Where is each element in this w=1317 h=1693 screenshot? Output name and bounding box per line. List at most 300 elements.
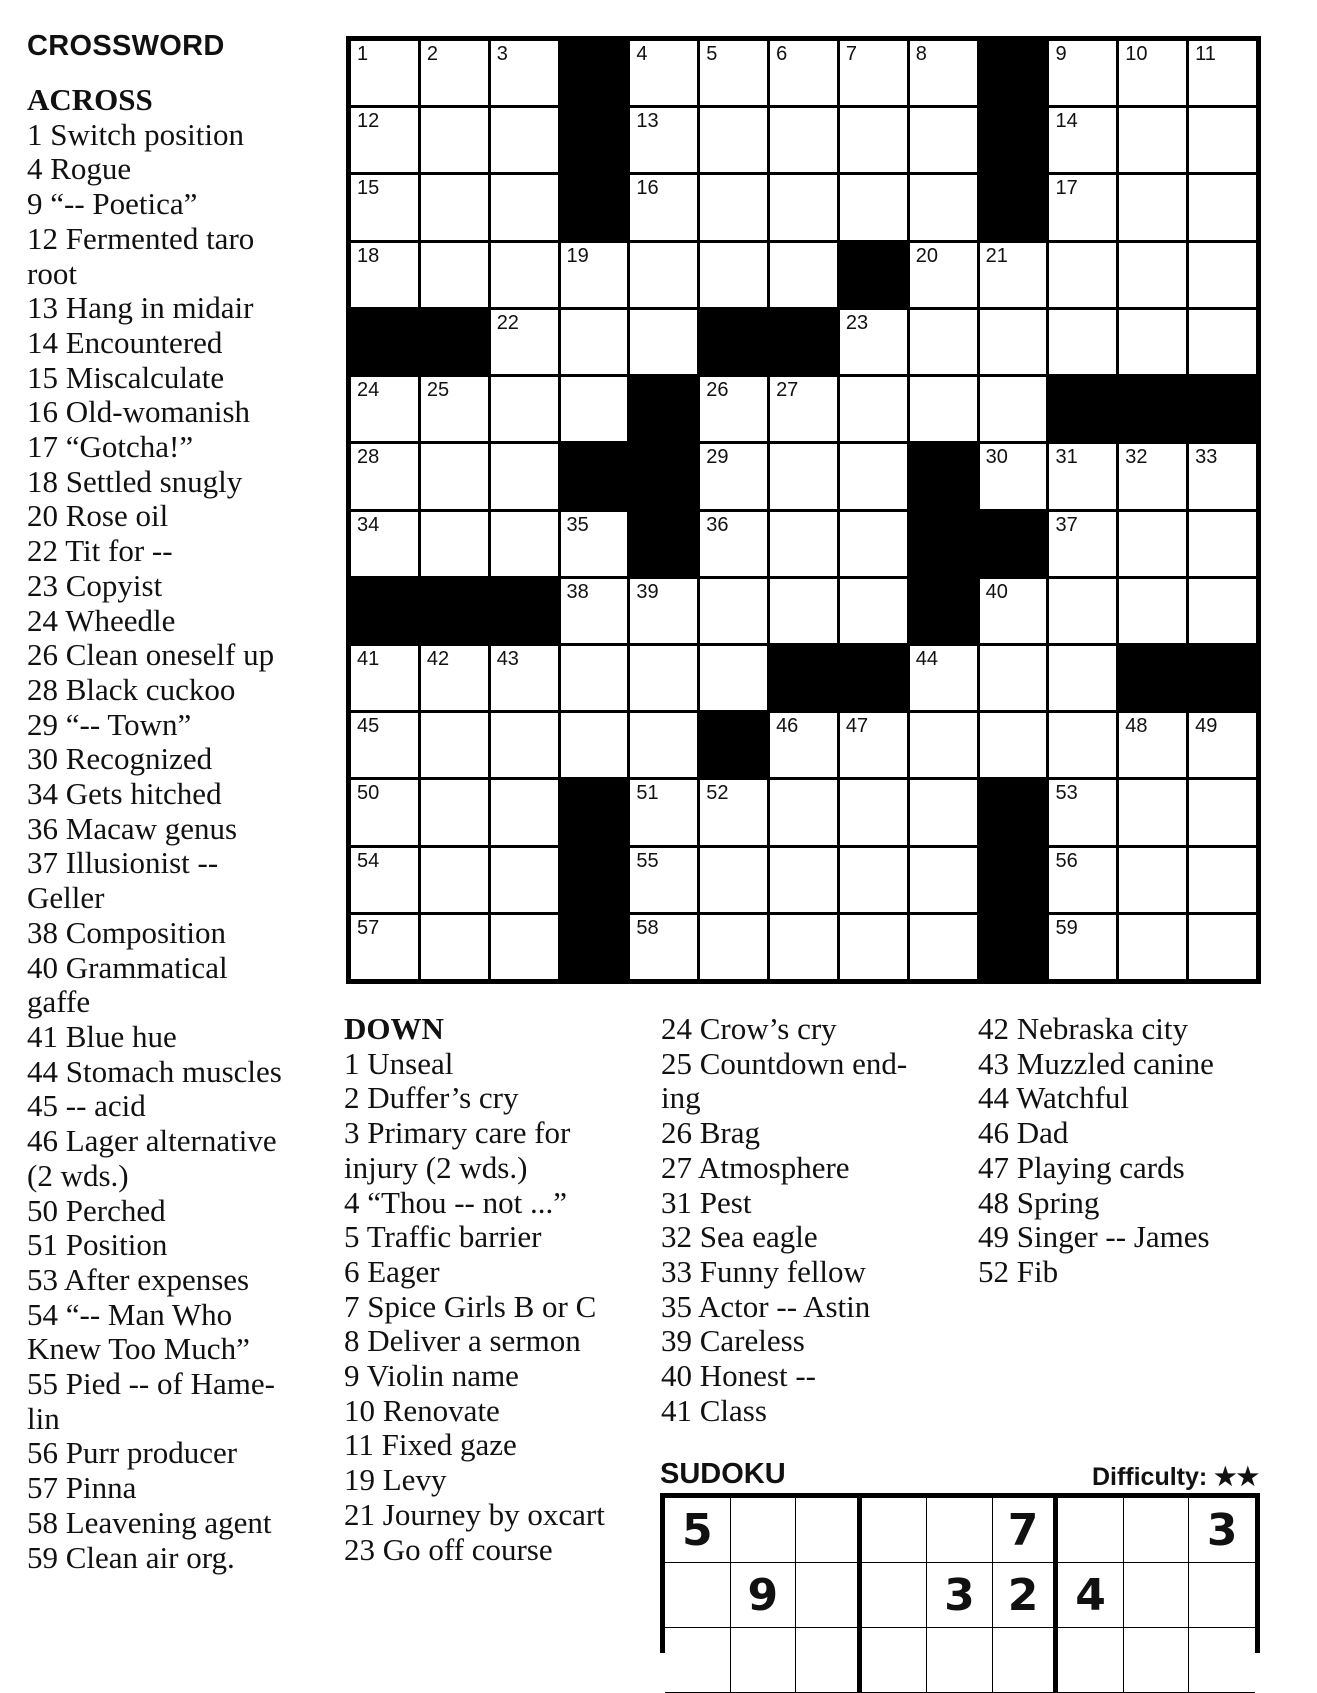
grid-cell[interactable]: [491, 512, 558, 576]
grid-cell[interactable]: [630, 175, 697, 239]
grid-cell[interactable]: [491, 848, 558, 912]
grid-cell[interactable]: [1119, 310, 1186, 374]
clue-number: 11: [1195, 43, 1216, 65]
grid-cell[interactable]: [700, 579, 767, 643]
clue-number: 50: [357, 782, 380, 805]
grid-cell[interactable]: [770, 848, 837, 912]
grid-cell[interactable]: [1049, 713, 1116, 777]
black-square: [910, 579, 977, 643]
black-square: [421, 310, 488, 374]
black-square: [980, 175, 1047, 239]
grid-cell[interactable]: [1119, 713, 1186, 777]
grid-cell[interactable]: [840, 108, 907, 172]
grid-cell[interactable]: [421, 175, 488, 239]
clue-line: 54 “-- Man Who: [27, 1296, 233, 1332]
grid-cell[interactable]: [561, 646, 628, 710]
grid-cell[interactable]: [910, 713, 977, 777]
grid-cell[interactable]: [561, 579, 628, 643]
grid-cell[interactable]: [491, 243, 558, 307]
sudoku-cell[interactable]: [1124, 1498, 1190, 1563]
black-square: [770, 310, 837, 374]
sudoku-cell[interactable]: [796, 1628, 862, 1693]
grid-cell[interactable]: [1119, 579, 1186, 643]
grid-cell[interactable]: [770, 243, 837, 307]
grid-cell[interactable]: [910, 780, 977, 844]
grid-cell[interactable]: [770, 579, 837, 643]
clue-line: 51 Position: [27, 1227, 168, 1263]
clue-line: 32 Sea eagle: [661, 1219, 818, 1255]
grid-cell[interactable]: [1049, 108, 1116, 172]
clue-line: 43 Muzzled canine: [978, 1045, 1214, 1081]
clue-line: 50 Perched: [27, 1192, 166, 1228]
clue-number: 5: [706, 43, 718, 65]
grid-cell[interactable]: [421, 108, 488, 172]
clue-line: 11 Fixed gaze: [344, 1427, 517, 1463]
clue-number: 43: [496, 647, 519, 670]
grid-cell[interactable]: [910, 915, 977, 979]
grid-cell[interactable]: [1189, 310, 1256, 374]
sudoku-cell[interactable]: [1124, 1628, 1190, 1693]
clue-line: 9 “-- Poetica”: [27, 186, 198, 222]
grid-cell[interactable]: [770, 377, 837, 441]
clue-line: 1 Unseal: [344, 1045, 454, 1081]
black-square: [980, 41, 1047, 105]
grid-cell[interactable]: [1049, 780, 1116, 844]
grid-cell[interactable]: [1049, 915, 1116, 979]
grid-cell[interactable]: [1189, 915, 1256, 979]
grid-cell[interactable]: [910, 646, 977, 710]
black-square: [980, 780, 1047, 844]
clue-line: 49 Singer -- James: [978, 1219, 1210, 1255]
grid-cell[interactable]: [700, 444, 767, 508]
black-square: [561, 780, 628, 844]
clue-number: 4: [636, 43, 648, 65]
grid-cell[interactable]: [561, 377, 628, 441]
clue-line: 27 Atmosphere: [661, 1149, 850, 1185]
black-square: [1189, 377, 1256, 441]
grid-cell[interactable]: [700, 780, 767, 844]
grid-cell[interactable]: [1119, 41, 1186, 105]
grid-cell[interactable]: [1189, 579, 1256, 643]
grid-cell[interactable]: [1119, 444, 1186, 508]
clue-line: root: [27, 255, 77, 291]
grid-cell[interactable]: [491, 377, 558, 441]
grid-cell[interactable]: [1189, 444, 1256, 508]
grid-cell[interactable]: [770, 780, 837, 844]
clue-line: 4 Rogue: [27, 151, 132, 187]
grid-cell[interactable]: [421, 915, 488, 979]
clue-number: 38: [566, 580, 589, 603]
grid-cell[interactable]: [980, 310, 1047, 374]
grid-cell[interactable]: [770, 512, 837, 576]
grid-cell[interactable]: [1189, 713, 1256, 777]
grid-cell[interactable]: [1049, 444, 1116, 508]
grid-cell[interactable]: [840, 444, 907, 508]
black-square: [491, 579, 558, 643]
grid-cell[interactable]: [840, 175, 907, 239]
grid-cell[interactable]: [910, 108, 977, 172]
sudoku-cell[interactable]: [796, 1498, 862, 1563]
black-square: [630, 512, 697, 576]
black-square: [630, 444, 697, 508]
grid-cell[interactable]: [561, 512, 628, 576]
sudoku-cell[interactable]: [993, 1628, 1059, 1693]
clue-line: 37 Illusionist --: [27, 845, 219, 881]
grid-cell[interactable]: [351, 646, 418, 710]
clue-number: 40: [985, 580, 1008, 603]
clue-number: 36: [706, 513, 729, 536]
grid-cell[interactable]: [421, 41, 488, 105]
grid-cell[interactable]: [1189, 780, 1256, 844]
grid-cell[interactable]: [980, 377, 1047, 441]
black-square: [561, 915, 628, 979]
clue-number: 2: [426, 43, 438, 65]
grid-cell[interactable]: [630, 243, 697, 307]
grid-cell[interactable]: [351, 41, 418, 105]
grid-cell[interactable]: [1119, 243, 1186, 307]
clue-line: 31 Pest: [661, 1184, 752, 1220]
sudoku-cell[interactable]: [1124, 1563, 1190, 1628]
sudoku-cell[interactable]: [1189, 1563, 1255, 1628]
clue-number: 18: [357, 244, 380, 267]
grid-cell[interactable]: [700, 243, 767, 307]
sudoku-cell[interactable]: 5: [665, 1498, 731, 1563]
black-square: [700, 310, 767, 374]
clue-line: 17 “Gotcha!”: [27, 429, 194, 465]
grid-cell[interactable]: [630, 310, 697, 374]
grid-cell[interactable]: [840, 310, 907, 374]
grid-cell[interactable]: [491, 175, 558, 239]
clue-number: 34: [357, 513, 380, 536]
grid-cell[interactable]: [910, 41, 977, 105]
clue-line: 30 Recognized: [27, 741, 213, 777]
grid-cell[interactable]: [630, 41, 697, 105]
grid-cell[interactable]: [770, 108, 837, 172]
grid-cell[interactable]: [700, 41, 767, 105]
sudoku-cell[interactable]: 7: [993, 1498, 1059, 1563]
down-clues-column-3: [978, 1012, 1268, 1290]
grid-cell[interactable]: [630, 713, 697, 777]
grid-cell[interactable]: [630, 780, 697, 844]
grid-cell[interactable]: [980, 646, 1047, 710]
clue-number: 10: [1125, 43, 1148, 65]
grid-cell[interactable]: [1119, 175, 1186, 239]
grid-cell[interactable]: [700, 512, 767, 576]
black-square: [561, 41, 628, 105]
black-square: [980, 915, 1047, 979]
clue-number: 51: [636, 782, 659, 805]
grid-cell[interactable]: [1119, 780, 1186, 844]
clue-line: 46 Dad: [978, 1115, 1069, 1151]
sudoku-cell[interactable]: [927, 1628, 993, 1693]
grid-cell[interactable]: [630, 579, 697, 643]
grid-cell[interactable]: [700, 175, 767, 239]
grid-cell[interactable]: [840, 512, 907, 576]
grid-cell[interactable]: [980, 243, 1047, 307]
clue-number: 25: [426, 379, 450, 402]
clue-number: 23: [845, 311, 869, 334]
clue-line: 59 Clean air org.: [27, 1539, 235, 1575]
grid-cell[interactable]: [491, 41, 558, 105]
grid-cell[interactable]: [421, 646, 488, 710]
grid-cell[interactable]: [1049, 243, 1116, 307]
clue-number: 54: [357, 849, 380, 872]
grid-cell[interactable]: [421, 713, 488, 777]
grid-cell[interactable]: [421, 848, 488, 912]
clue-line: Knew Too Much”: [27, 1331, 250, 1367]
grid-cell[interactable]: [1049, 512, 1116, 576]
grid-cell[interactable]: [561, 310, 628, 374]
clue-number: 30: [985, 446, 1008, 469]
black-square: [980, 512, 1047, 576]
clue-number: 47: [845, 715, 869, 738]
clue-number: 52: [706, 782, 729, 805]
clue-number: 14: [1055, 110, 1078, 133]
grid-cell[interactable]: [910, 848, 977, 912]
grid-cell[interactable]: [351, 848, 418, 912]
grid-cell[interactable]: [351, 175, 418, 239]
down-clues-column-1: [344, 1012, 634, 1567]
across-heading: ACROSS: [27, 82, 153, 117]
grid-cell[interactable]: [770, 915, 837, 979]
clue-number: 6: [776, 43, 788, 65]
clue-line: 13 Hang in midair: [27, 290, 254, 326]
grid-cell[interactable]: [840, 41, 907, 105]
clue-line: 2 Duffer’s cry: [344, 1080, 519, 1116]
clue-number: 45: [357, 715, 380, 738]
grid-cell[interactable]: [630, 915, 697, 979]
grid-cell[interactable]: [840, 780, 907, 844]
grid-cell[interactable]: [1049, 646, 1116, 710]
grid-cell[interactable]: [421, 780, 488, 844]
grid-cell[interactable]: [1189, 175, 1256, 239]
clue-line: gaffe: [27, 984, 91, 1020]
sudoku-cell[interactable]: [731, 1498, 797, 1563]
grid-cell[interactable]: [700, 646, 767, 710]
clue-line: injury (2 wds.): [344, 1149, 528, 1185]
clue-line: 4 “Thou -- not ...”: [344, 1184, 567, 1220]
clue-line: 21 Journey by oxcart: [344, 1496, 605, 1532]
clue-line: 14 Encountered: [27, 324, 223, 360]
grid-cell[interactable]: [491, 310, 558, 374]
clue-number: 33: [1195, 446, 1218, 469]
grid-cell[interactable]: [351, 512, 418, 576]
grid-cell[interactable]: [700, 848, 767, 912]
grid-cell[interactable]: [1119, 848, 1186, 912]
clue-number: 35: [566, 513, 589, 536]
clue-number: 22: [496, 311, 519, 334]
grid-cell[interactable]: [840, 915, 907, 979]
grid-cell[interactable]: [770, 444, 837, 508]
grid-cell[interactable]: [840, 377, 907, 441]
grid-cell[interactable]: [910, 377, 977, 441]
grid-cell[interactable]: [491, 646, 558, 710]
sudoku-cell[interactable]: 2: [993, 1563, 1059, 1628]
clue-number: 48: [1125, 715, 1148, 738]
black-square: [421, 579, 488, 643]
sudoku-cell[interactable]: [1058, 1498, 1124, 1563]
grid-cell[interactable]: [1119, 915, 1186, 979]
grid-cell[interactable]: [700, 108, 767, 172]
grid-cell[interactable]: [910, 310, 977, 374]
grid-cell[interactable]: [840, 848, 907, 912]
clue-line: 36 Macaw genus: [27, 810, 238, 846]
sudoku-cell[interactable]: 4: [1058, 1563, 1124, 1628]
clue-number: 44: [915, 647, 939, 670]
clue-line: 7 Spice Girls B or C: [344, 1288, 597, 1324]
clue-number: 27: [776, 379, 799, 402]
clue-line: 15 Miscalculate: [27, 359, 225, 395]
sudoku-cell[interactable]: [731, 1628, 797, 1693]
sudoku-cell[interactable]: 3: [927, 1563, 993, 1628]
clue-number: 53: [1055, 782, 1078, 805]
grid-cell[interactable]: [770, 713, 837, 777]
grid-cell[interactable]: [840, 713, 907, 777]
grid-cell[interactable]: [770, 175, 837, 239]
grid-cell[interactable]: [910, 243, 977, 307]
clue-line: 24 Crow’s cry: [661, 1011, 837, 1046]
clue-line: 8 Deliver a sermon: [344, 1323, 581, 1359]
sudoku-cell[interactable]: 9: [731, 1563, 797, 1628]
black-square: [700, 713, 767, 777]
black-square: [840, 243, 907, 307]
clue-number: 1: [357, 43, 369, 65]
across-clues: [27, 83, 317, 1575]
grid-cell[interactable]: [1049, 175, 1116, 239]
grid-cell[interactable]: [1049, 41, 1116, 105]
grid-cell[interactable]: [351, 444, 418, 508]
grid-cell[interactable]: [980, 579, 1047, 643]
clue-number: 16: [636, 177, 659, 200]
grid-cell[interactable]: [561, 243, 628, 307]
grid-cell[interactable]: [770, 41, 837, 105]
grid-cell[interactable]: [351, 915, 418, 979]
grid-cell[interactable]: [1189, 243, 1256, 307]
clue-line: 28 Black cuckoo: [27, 671, 236, 707]
crossword-grid: [346, 36, 1261, 984]
clue-line: 53 After expenses: [27, 1261, 250, 1297]
clue-line: 44 Stomach muscles: [27, 1053, 282, 1089]
sudoku-grid: [660, 1493, 1260, 1653]
black-square: [561, 444, 628, 508]
clue-line: 40 Grammatical: [27, 949, 228, 985]
grid-cell[interactable]: [980, 444, 1047, 508]
grid-cell[interactable]: [491, 915, 558, 979]
clue-line: ing: [661, 1080, 701, 1116]
grid-cell[interactable]: [1189, 512, 1256, 576]
grid-cell[interactable]: [1049, 310, 1116, 374]
grid-cell[interactable]: [1119, 108, 1186, 172]
clue-number: 17: [1055, 177, 1078, 200]
clue-number: 15: [357, 177, 380, 200]
grid-cell[interactable]: [630, 848, 697, 912]
clue-line: 44 Watchful: [978, 1080, 1130, 1116]
black-square: [840, 646, 907, 710]
clue-line: 47 Playing cards: [978, 1149, 1185, 1185]
grid-cell[interactable]: [421, 377, 488, 441]
grid-cell[interactable]: [1049, 848, 1116, 912]
clue-line: 41 Blue hue: [27, 1018, 177, 1054]
black-square: [630, 377, 697, 441]
sudoku-cell[interactable]: [927, 1498, 993, 1563]
grid-cell[interactable]: [351, 377, 418, 441]
sudoku-cell[interactable]: [796, 1563, 862, 1628]
sudoku-cell[interactable]: 3: [1189, 1498, 1255, 1563]
sudoku-cell[interactable]: [665, 1563, 731, 1628]
clue-number: 20: [915, 244, 939, 267]
clue-number: 12: [357, 110, 380, 133]
clue-number: 8: [915, 43, 927, 65]
grid-cell[interactable]: [491, 444, 558, 508]
grid-cell[interactable]: [351, 243, 418, 307]
clue-number: 28: [357, 446, 380, 469]
clue-line: 56 Purr producer: [27, 1435, 238, 1471]
clue-line: 39 Careless: [661, 1323, 805, 1359]
grid-cell[interactable]: [980, 713, 1047, 777]
grid-cell[interactable]: [1189, 41, 1256, 105]
clue-line: 16 Old-womanish: [27, 394, 251, 430]
clue-line: 6 Eager: [344, 1253, 440, 1289]
crossword-title: CROSSWORD: [27, 30, 225, 62]
grid-cell[interactable]: [351, 780, 418, 844]
grid-cell[interactable]: [700, 915, 767, 979]
clue-line: 20 Rose oil: [27, 498, 169, 534]
grid-cell[interactable]: [351, 108, 418, 172]
black-square: [561, 175, 628, 239]
grid-cell[interactable]: [1119, 512, 1186, 576]
grid-cell[interactable]: [491, 780, 558, 844]
grid-cell[interactable]: [700, 377, 767, 441]
grid-cell[interactable]: [351, 713, 418, 777]
grid-cell[interactable]: [630, 108, 697, 172]
grid-cell[interactable]: [491, 108, 558, 172]
sudoku-cell[interactable]: [1058, 1628, 1124, 1693]
sudoku-cell[interactable]: [862, 1498, 928, 1563]
clue-line: 45 -- acid: [27, 1088, 146, 1124]
sudoku-cell[interactable]: [665, 1628, 731, 1693]
clue-number: 56: [1055, 849, 1078, 872]
black-square: [1119, 377, 1186, 441]
grid-cell[interactable]: [910, 175, 977, 239]
black-square: [351, 310, 418, 374]
black-square: [980, 848, 1047, 912]
clue-line: 22 Tit for --: [27, 533, 173, 569]
grid-cell[interactable]: [1189, 108, 1256, 172]
clue-line: 3 Primary care for: [344, 1115, 571, 1151]
grid-cell[interactable]: [840, 579, 907, 643]
sudoku-cell[interactable]: [862, 1628, 928, 1693]
grid-cell[interactable]: [1189, 848, 1256, 912]
grid-cell[interactable]: [630, 646, 697, 710]
sudoku-cell[interactable]: [862, 1563, 928, 1628]
grid-cell[interactable]: [561, 713, 628, 777]
sudoku-cell[interactable]: [1189, 1628, 1255, 1693]
grid-cell[interactable]: [491, 713, 558, 777]
grid-cell[interactable]: [1049, 579, 1116, 643]
clue-number: 37: [1055, 513, 1078, 536]
black-square: [1119, 646, 1186, 710]
clue-line: 26 Brag: [661, 1115, 761, 1151]
clue-number: 46: [776, 715, 799, 738]
clue-line: 42 Nebraska city: [978, 1011, 1189, 1046]
grid-cell[interactable]: [421, 444, 488, 508]
grid-cell[interactable]: [421, 243, 488, 307]
clue-line: 23 Copyist: [27, 567, 163, 603]
down-clues-column-2: [661, 1012, 951, 1428]
clue-line: 33 Funny fellow: [661, 1253, 866, 1289]
grid-cell[interactable]: [421, 512, 488, 576]
black-square: [910, 512, 977, 576]
